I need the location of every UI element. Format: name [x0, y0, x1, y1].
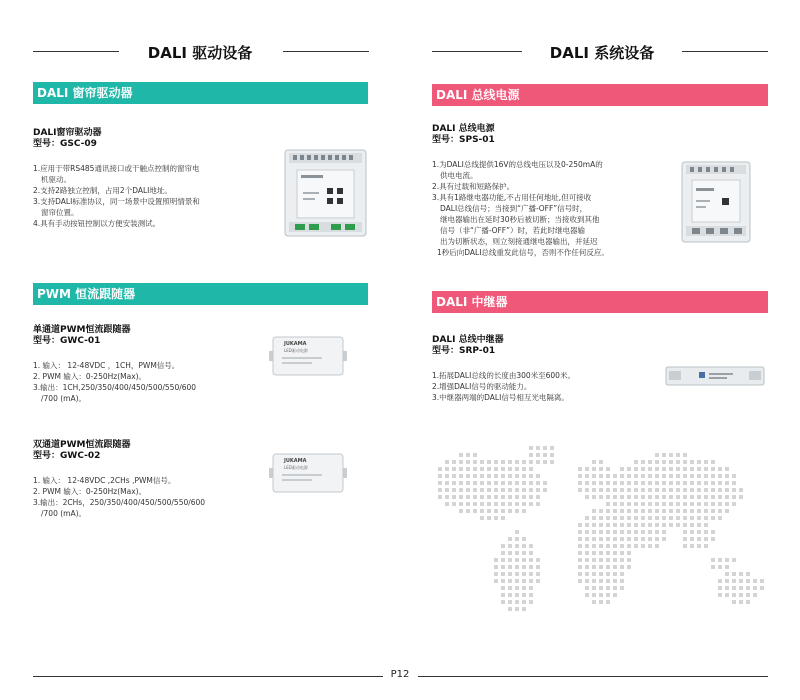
repeater-band: DALI 中继器: [432, 291, 768, 313]
power-line-8: 出为切断状态，则立刻接通继电器输出，并延迟: [440, 237, 598, 246]
gwc02-device-sub: LED驱动电源: [284, 465, 308, 470]
page-number: P12: [390, 669, 410, 680]
gwc02-desc: [33, 475, 205, 519]
power-line-5: DALI总线信号；当接到“广播-OFF”信号时，: [440, 204, 588, 213]
curtain-line-2: 机驱动。: [41, 175, 71, 184]
right-title-rule-right: [682, 51, 768, 52]
gwc01-line-3: 3.输出：1CH,250/350/400/450/500/550/600: [33, 383, 197, 392]
curtain-name: DALI窗帘驱动器: [33, 128, 102, 138]
gwc01-line-1: 1. 输入： 12-48VDC ，1CH，PWM信号。: [33, 361, 180, 370]
curtain-desc: [33, 163, 200, 229]
curtain-model: 型号：GSC-09: [33, 139, 97, 149]
gwc02-line-1: 1. 输入： 12-48VDC ,2CHs ,PWM信号。: [33, 476, 176, 485]
gwc02-model: 型号：GWC-02: [33, 451, 101, 461]
curtain-line-6: 4.具有手动按钮控制以方便安装测试。: [33, 219, 161, 228]
right-title-rule-left: [432, 51, 522, 52]
gwc02-line-4: /700 (mA)。: [41, 509, 87, 518]
left-title-rule-left: [33, 51, 119, 52]
gwc02-line-2: 2. PWM 输入：0-250Hz(Max)。: [33, 487, 147, 496]
gwc01-model: 型号：GWC-01: [33, 336, 101, 346]
repeater-model: 型号：SRP-01: [432, 346, 496, 356]
gwc01-image: [268, 333, 348, 379]
gwc02-device-label: JUKAMA: [284, 458, 307, 464]
gwc02-line-3: 3.输出：2CHs，250/350/400/450/500/550/600: [33, 498, 206, 507]
gwc01-device-label: JUKAMA: [284, 341, 307, 347]
power-line-2: 供电电流。: [440, 171, 478, 180]
world-map-graphic: [420, 435, 780, 625]
gwc02-image: [268, 450, 348, 496]
power-desc: [432, 159, 609, 258]
power-name: DALI 总线电源: [432, 124, 495, 134]
pwm-band: PWM 恒流跟随器: [33, 283, 368, 305]
left-title-rule-right: [283, 51, 369, 52]
repeater-name: DALI 总线中继器: [432, 335, 504, 345]
curtain-line-4: 3.支持DALI标准协议，同一场景中设置照明情景和: [33, 197, 200, 206]
right-section-title: DALI 系统设备: [549, 44, 655, 62]
gwc01-device-sub: LED驱动电源: [284, 348, 308, 353]
repeater-line-3: 3.中继器两端的DALI信号相互光电隔离。: [432, 393, 569, 402]
repeater-line-2: 2.增强DALI信号的驱动能力。: [432, 382, 532, 391]
curtain-band: DALI 窗帘驱动器: [33, 82, 368, 104]
gwc01-name: 单通道PWM恒流跟随器: [33, 325, 131, 335]
power-supply-image: [680, 160, 752, 244]
curtain-line-3: 2.支持2路独立控制，占用2个DALI地址。: [33, 186, 172, 195]
gwc01-line-4: /700 (mA)。: [41, 394, 87, 403]
repeater-line-1: 1.拓展DALI总线的长度由300米至600米。: [432, 371, 575, 380]
gwc02-name: 双通道PWM恒流跟随器: [33, 440, 131, 450]
curtain-line-1: 1.应用于带RS485通讯接口或干触点控制的窗帘电: [33, 164, 200, 173]
footer-rule-left: [33, 676, 383, 677]
footer-rule-right: [418, 676, 768, 677]
power-line-3: 2.具有过载和短路保护。: [432, 182, 515, 191]
power-band: DALI 总线电源: [432, 84, 768, 106]
repeater-image: [665, 365, 765, 387]
power-line-6: 继电器输出在延时30秒后被切断；当接收到其他: [440, 215, 600, 224]
left-section-title: DALI 驱动设备: [147, 44, 253, 62]
power-line-4: 3.具有1路继电器功能,不占用任何地址,但可接收: [432, 193, 592, 202]
repeater-desc: [432, 370, 575, 403]
power-line-7: 信号（非“广播-OFF”）时，若此时继电器输: [440, 226, 586, 235]
power-line-9: 1秒后向DALI总线重发此信号，否则不作任何反应。: [437, 248, 609, 257]
curtain-line-5: 窗帘位置。: [41, 208, 79, 217]
power-line-1: 1.为DALI总线提供16V的总线电压以及0-250mA的: [432, 160, 603, 169]
gwc01-line-2: 2. PWM 输入：0-250Hz(Max)。: [33, 372, 147, 381]
gwc01-desc: [33, 360, 196, 404]
power-model: 型号：SPS-01: [432, 135, 495, 145]
curtain-driver-image: [283, 148, 368, 238]
